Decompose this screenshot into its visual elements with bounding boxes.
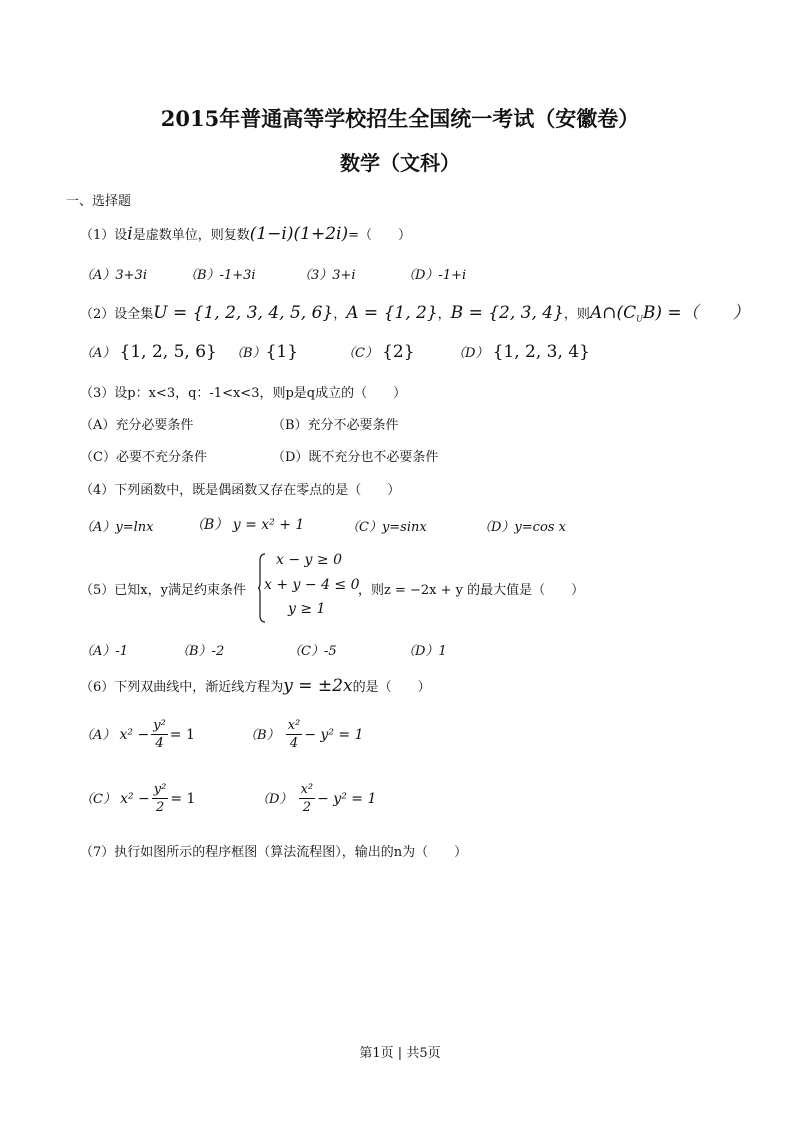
q2-option-c <box>342 342 415 362</box>
q5-option-d: （D）1 <box>402 644 447 659</box>
q6-option-d-numerator: x² <box>300 782 314 797</box>
q1-suffix: =（ ） <box>348 228 411 243</box>
q1-option-d: （D）-1+i <box>402 268 467 283</box>
q1-middle: 是虚数单位，则复数 <box>132 228 250 243</box>
q3-option-c: （C）必要不充分条件 <box>80 450 207 465</box>
q2-option-d-label: （D） <box>452 346 489 361</box>
q6-option-b-fraction <box>286 718 303 753</box>
q6-option-c-label: （C） <box>80 792 116 807</box>
q2-then: ，则 <box>563 307 590 322</box>
q6-option-c-fraction <box>152 782 169 817</box>
question-6 <box>80 676 431 696</box>
q2-set-b: B = {2, 3, 4} <box>450 303 564 323</box>
q6-option-a-label: （A） <box>80 728 116 743</box>
page-subtitle: 数学（文科） <box>340 151 460 175</box>
q6-option-c-numerator: y² <box>153 782 167 797</box>
q2-expression-end: B) =（ ） <box>642 303 750 323</box>
q2-prefix: （2）设全集 <box>80 307 154 322</box>
q6-option-d <box>256 782 376 817</box>
q6-option-d-fraction <box>299 782 316 817</box>
q6-option-c-tail: = 1 <box>170 791 196 807</box>
q6-option-a-numerator: y² <box>153 718 166 733</box>
q4-option-b: （B） y = x² + 1 <box>190 517 305 533</box>
q6-option-a-fraction <box>151 718 168 753</box>
q6-stem-suffix: 的是（ ） <box>352 680 431 695</box>
q6-option-d-denominator: 2 <box>302 800 311 815</box>
q2-set-a: A = {1, 2} <box>346 303 438 323</box>
q1-option-a: （A）3+3i <box>80 268 147 283</box>
q6-option-b-numerator: x² <box>287 718 301 733</box>
q6-option-c-denominator: 2 <box>155 800 165 815</box>
q2-option-a-value: {1, 2, 5, 6} <box>119 342 217 362</box>
q6-option-a-tail: = 1 <box>169 727 195 743</box>
q1-expression: (1−i)(1+2i) <box>249 224 349 244</box>
q1-option-c: （3）3+i <box>298 268 356 283</box>
question-4: （4）下列函数中，既是偶函数又存在零点的是（ ） <box>80 483 401 498</box>
q6-option-d-label: （D） <box>256 792 293 807</box>
question-2: （2）设全集U = {1, 2, 3, 4, 5, 6}，A = {1, 2}，B = {2, 3, 4}，则$A\cap(C_UB)$ =（ ） <box>80 303 750 324</box>
q5-suffix: ，则z = −2x + y 的最大值是（ ） <box>358 583 585 598</box>
q3-option-a: （A）充分必要条件 <box>80 418 194 433</box>
q2-option-a-label: （A） <box>80 346 116 361</box>
q6-option-d-tail: − y² = 1 <box>317 791 377 807</box>
q6-option-c-lead: x² − <box>120 791 150 807</box>
page-title: 2015年普通高等学校招生全国统一考试（安徽卷） <box>160 106 640 131</box>
q2-option-c-value: {2} <box>382 342 415 362</box>
q4-option-a: （A）y=lnx <box>80 520 154 535</box>
q5-prefix: （5）已知x，y满足约束条件 <box>80 583 246 598</box>
q6-option-c <box>80 782 195 817</box>
q2-expression: A∩(C <box>589 303 637 323</box>
constraint-3: y ≥ 1 <box>288 601 326 617</box>
q2-option-a <box>80 342 217 362</box>
question-3: （3）设p：x<3，q：-1<x<3，则p是q成立的（ ） <box>80 386 407 401</box>
question-1 <box>80 224 411 244</box>
q4-option-d: （D）y=cos x <box>478 520 566 535</box>
q6-stem-expr: y = ±2x <box>283 676 353 696</box>
constraint-2: x + y − 4 ≤ 0 <box>264 577 360 593</box>
q6-option-b <box>244 718 364 753</box>
q1-var-i: i <box>127 224 133 244</box>
q6-option-a <box>80 718 195 753</box>
q5-option-c: （C）-5 <box>288 644 337 659</box>
q5-option-a: （A）-1 <box>80 644 129 659</box>
page-footer: 第1页 | 共5页 <box>359 1046 441 1061</box>
q6-option-b-denominator: 4 <box>289 736 299 751</box>
q6-option-b-tail: − y² = 1 <box>304 727 364 743</box>
q3-option-d: （D）既不充分也不必要条件 <box>272 450 439 465</box>
q2-option-b <box>230 342 298 362</box>
q1-option-b: （B）-1+3i <box>184 268 256 283</box>
q2-option-b-value: {1} <box>265 342 299 362</box>
q2-set-u: U = {1, 2, 3, 4, 5, 6} <box>153 303 334 323</box>
q6-stem-prefix: （6）下列双曲线中，渐近线方程为 <box>80 680 284 695</box>
question-7: （7）执行如图所示的程序框图（算法流程图），输出的n为（ ） <box>80 845 468 860</box>
section-heading: 一、选择题 <box>66 194 132 209</box>
q2-option-c-label: （C） <box>342 346 378 361</box>
q2-option-d-value: {1, 2, 3, 4} <box>492 342 590 362</box>
q6-option-a-lead: x² − <box>119 727 150 743</box>
q2-option-d <box>452 342 590 362</box>
q3-option-b: （B）充分不必要条件 <box>272 418 399 433</box>
q2-subscript: U <box>636 314 643 324</box>
q4-option-c: （C）y=sinx <box>346 520 427 535</box>
q1-prefix: （1）设 <box>80 228 128 243</box>
q6-option-a-denominator: 4 <box>155 736 164 751</box>
q2-option-b-label: （B） <box>230 346 266 361</box>
q6-option-b-label: （B） <box>244 728 280 743</box>
constraint-1: x − y ≥ 0 <box>276 552 342 568</box>
q5-option-b: （B）-2 <box>176 644 225 659</box>
